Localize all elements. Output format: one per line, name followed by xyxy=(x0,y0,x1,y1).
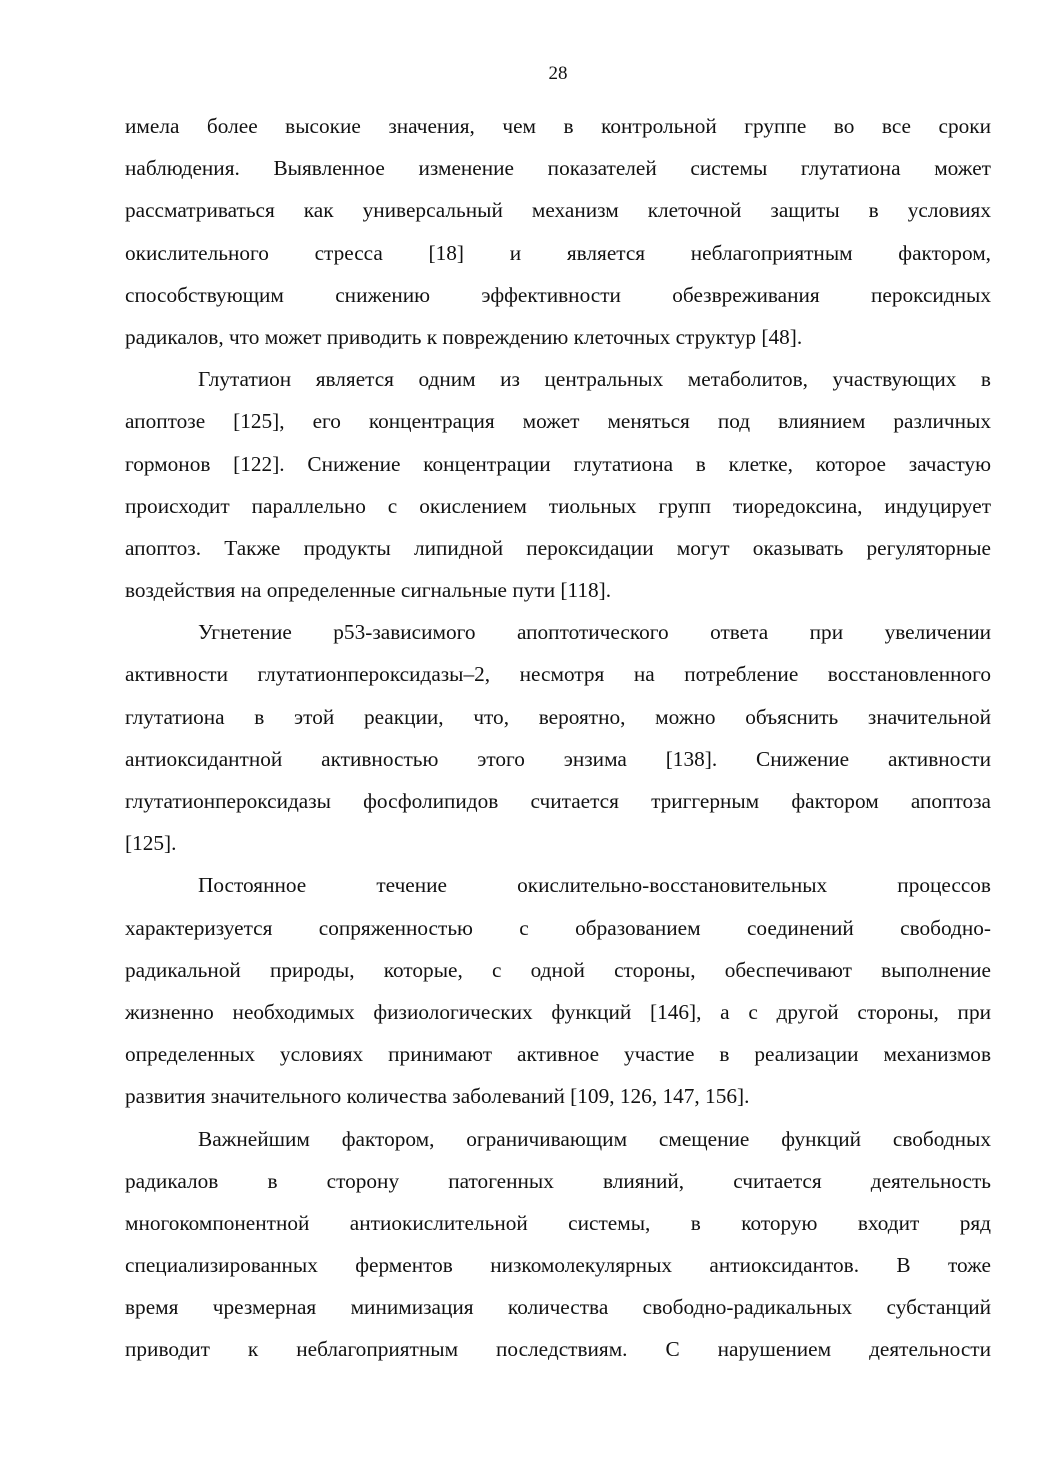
text-line: гормонов [122]. Снижение концентрации глутатиона в клетке, которое зачастую xyxy=(125,451,991,476)
text-line: глутатиона в этой реакции, что, вероятно, можно объяснить значительной xyxy=(125,704,991,729)
paragraph-4 xyxy=(125,864,991,1117)
text-line: Глутатион является одним из центральных метаболитов, участвующих в xyxy=(198,367,991,392)
text-line: радикалов, что может приводить к повреждению клеточных структур [48]. xyxy=(125,324,803,349)
text-line: приводит к неблагоприятным последствиям. С нарушением деятельности xyxy=(125,1337,991,1362)
page-number: 28 xyxy=(548,63,568,84)
text-line: антиоксидантной активностью этого энзима [138]. Снижение активности xyxy=(125,746,991,771)
text-line: апоптозе [125], его концентрация может меняться под влиянием различных xyxy=(125,409,991,434)
text-line: происходит параллельно с окислением тиольных групп тиоредоксина, индуцирует xyxy=(125,493,991,518)
text-line: Важнейшим фактором, ограничивающим смещение функций свободных xyxy=(198,1126,991,1151)
text-line: глутатионпероксидазы фосфолипидов считается триггерным фактором апоптоза xyxy=(125,789,991,813)
text-line: активности глутатионпероксидазы–2, несмотря на потребление восстановленного xyxy=(125,662,991,687)
text-line: развития значительного количества заболеваний [109, 126, 147, 156]. xyxy=(125,1084,750,1109)
text-line: многокомпонентной антиокислительной системы, в которую входит ряд xyxy=(125,1210,991,1235)
text-line: жизненно необходимых физиологических функций [146], а с другой стороны, при xyxy=(125,999,991,1024)
text-line: воздействия на определенные сигнальные пути [118]. xyxy=(125,578,612,603)
text-line: характеризуется сопряженностью с образованием соединений свободно- xyxy=(125,915,991,940)
text-line: наблюдения. Выявленное изменение показателей системы глутатиона может xyxy=(125,156,991,181)
text-line: Постоянное течение окислительно-восстановительных процессов xyxy=(198,873,991,898)
paragraph-3 xyxy=(125,611,991,864)
text-line: радикальной природы, которые, с одной стороны, обеспечивают выполнение xyxy=(125,957,991,982)
text-line: имела более высокие значения, чем в контрольной группе во все сроки xyxy=(125,114,991,138)
text-line: определенных условиях принимают активное участие в реализации механизмов xyxy=(125,1042,991,1067)
text-line: специализированных ферментов низкомолекулярных антиоксидантов. В тоже xyxy=(125,1253,991,1278)
text-line: Угнетение p53-зависимого апоптотического ответа при увеличении xyxy=(198,620,991,645)
text-line: радикалов в сторону патогенных влияний, считается деятельность xyxy=(125,1168,991,1193)
text-line: рассматриваться как универсальный механизм клеточной защиты в условиях xyxy=(125,198,991,223)
text-line: способствующим снижению эффективности обезвреживания пероксидных xyxy=(125,282,991,307)
paragraph-1 xyxy=(125,105,991,358)
text-line: окислительного стресса [18] и является неблагоприятным фактором, xyxy=(125,240,991,265)
paragraph-2 xyxy=(125,358,991,611)
text-line: время чрезмерная минимизация количества свободно-радикальных субстанций xyxy=(125,1295,991,1320)
text-line: [125]. xyxy=(125,831,177,856)
body-text xyxy=(125,105,991,1371)
paragraph-5 xyxy=(125,1118,991,1371)
text-line: апоптоз. Также продукты липидной пероксидации могут оказывать регуляторные xyxy=(125,535,991,560)
